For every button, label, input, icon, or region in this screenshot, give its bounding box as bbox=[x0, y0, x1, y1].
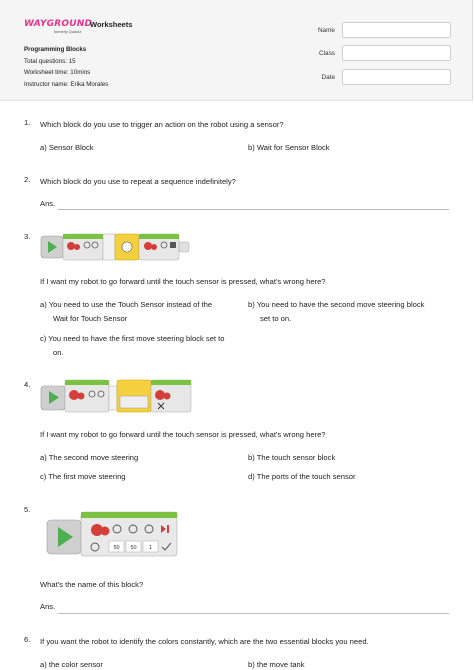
question-5-block-image bbox=[45, 510, 183, 560]
question-3-option-a-line1: a) You need to use the Touch Sensor instead of the bbox=[40, 300, 213, 309]
question-1-number: 1. bbox=[24, 118, 31, 127]
logo-text: WAYGROUND bbox=[24, 19, 93, 29]
worksheet-title: Programming Blocks bbox=[24, 46, 87, 53]
question-1-text: Which block do you use to trigger an action on the robot using a sensor? bbox=[40, 120, 284, 129]
worksheet-meta bbox=[24, 44, 108, 90]
question-3-option-c[interactable] bbox=[40, 332, 224, 359]
question-4-program-image bbox=[40, 378, 192, 414]
app-title: Worksheets bbox=[90, 20, 133, 29]
question-4-option-d[interactable]: d) The ports of the touch sensor bbox=[248, 472, 356, 481]
q5-value-3: 1 bbox=[148, 545, 153, 551]
question-5-answer-line[interactable] bbox=[58, 613, 449, 614]
question-6-option-a[interactable]: a) the color sensor bbox=[40, 660, 103, 669]
question-3-option-c-line1: c) You need to have the first move steering block set to bbox=[40, 334, 225, 343]
question-3-program-image bbox=[40, 232, 192, 262]
date-field[interactable] bbox=[342, 69, 451, 85]
question-4-text: If I want my robot to go forward until the touch sensor is pressed, what's wrong here? bbox=[40, 430, 326, 439]
question-4-option-a[interactable]: a) The second move steering bbox=[40, 453, 139, 462]
question-1-option-b[interactable]: b) Wait for Sensor Block bbox=[248, 143, 330, 152]
question-3-option-c-line2: on. bbox=[53, 347, 64, 357]
total-questions: Total questions: 15 bbox=[24, 57, 76, 65]
question-2-number: 2. bbox=[24, 175, 31, 184]
question-3-option-b-line1: b) You need to have the second move steering block bbox=[248, 300, 425, 309]
question-3-text: If I want my robot to go forward until the touch sensor is pressed, what's wrong here? bbox=[40, 277, 326, 286]
name-label: Name bbox=[317, 27, 335, 34]
question-5-answer-label: Ans. bbox=[40, 602, 56, 611]
logo bbox=[24, 19, 133, 34]
question-3-option-b[interactable] bbox=[248, 298, 424, 325]
worksheet-header bbox=[0, 0, 473, 101]
question-3-option-b-line2: set to on. bbox=[260, 313, 292, 323]
question-5-number: 5. bbox=[24, 505, 31, 514]
question-3-option-a-line2: Wait for Touch Sensor bbox=[53, 313, 128, 323]
question-1-option-a[interactable]: a) Sensor Block bbox=[40, 143, 94, 152]
question-6-number: 6. bbox=[24, 635, 31, 644]
question-3-option-a[interactable] bbox=[40, 298, 212, 325]
question-5-text: What's the name of this block? bbox=[40, 580, 144, 589]
q5-value-1: 50 bbox=[113, 545, 120, 551]
class-field[interactable] bbox=[342, 45, 451, 61]
question-2-text: Which block do you use to repeat a sequence indefinitely? bbox=[40, 177, 236, 186]
question-3-number: 3. bbox=[24, 232, 31, 241]
q5-value-2: 50 bbox=[130, 545, 137, 551]
worksheet-time: Worksheet time: 10mins bbox=[24, 69, 91, 76]
question-2-answer-line[interactable] bbox=[58, 209, 449, 210]
name-field[interactable] bbox=[342, 22, 451, 38]
logo-subtitle: formerly Quizizz bbox=[54, 30, 82, 34]
instructor-name: Instructor name: Erika Morales bbox=[24, 80, 109, 88]
question-6-text: If you want the robot to identify the colors constantly, which are the two essential blocks you need. bbox=[40, 637, 369, 646]
date-label: Date bbox=[321, 74, 335, 81]
question-4-option-b[interactable]: b) The touch sensor block bbox=[248, 453, 336, 462]
class-label: Class bbox=[319, 50, 335, 57]
question-4-number: 4. bbox=[24, 380, 31, 389]
question-6-option-b[interactable]: b) the move tank bbox=[248, 660, 305, 669]
question-2-answer-label: Ans. bbox=[40, 199, 56, 208]
question-4-option-c[interactable]: c) The first move steering bbox=[40, 472, 126, 481]
